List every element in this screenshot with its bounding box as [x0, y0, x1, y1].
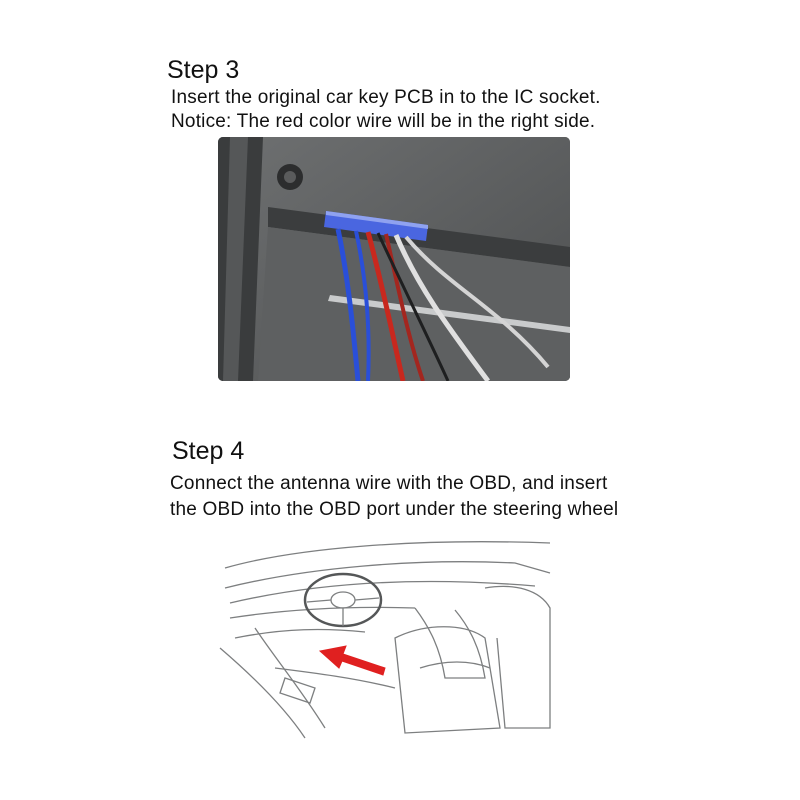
driver-seat [395, 627, 500, 733]
passenger-seat [485, 586, 550, 728]
obd-port-arrow [320, 646, 385, 675]
step3-instruction: Insert the original car key PCB in to the IC socket. [171, 87, 601, 108]
step4-instruction-line1: Connect the antenna wire with the OBD, and insert [170, 473, 608, 494]
sketch-console [415, 608, 485, 678]
car-interior-sketch [215, 528, 555, 740]
sketch-door [220, 648, 305, 738]
step3-title: Step 3 [167, 56, 240, 84]
sketch-dash-lower [230, 607, 415, 618]
step4-title: Step 4 [172, 437, 245, 465]
pcb-socket-photo [218, 137, 570, 381]
step3-notice: Notice: The red color wire will be in the right side. [171, 111, 596, 132]
step4-instruction-line2: the OBD into the OBD port under the steering wheel [170, 499, 619, 520]
